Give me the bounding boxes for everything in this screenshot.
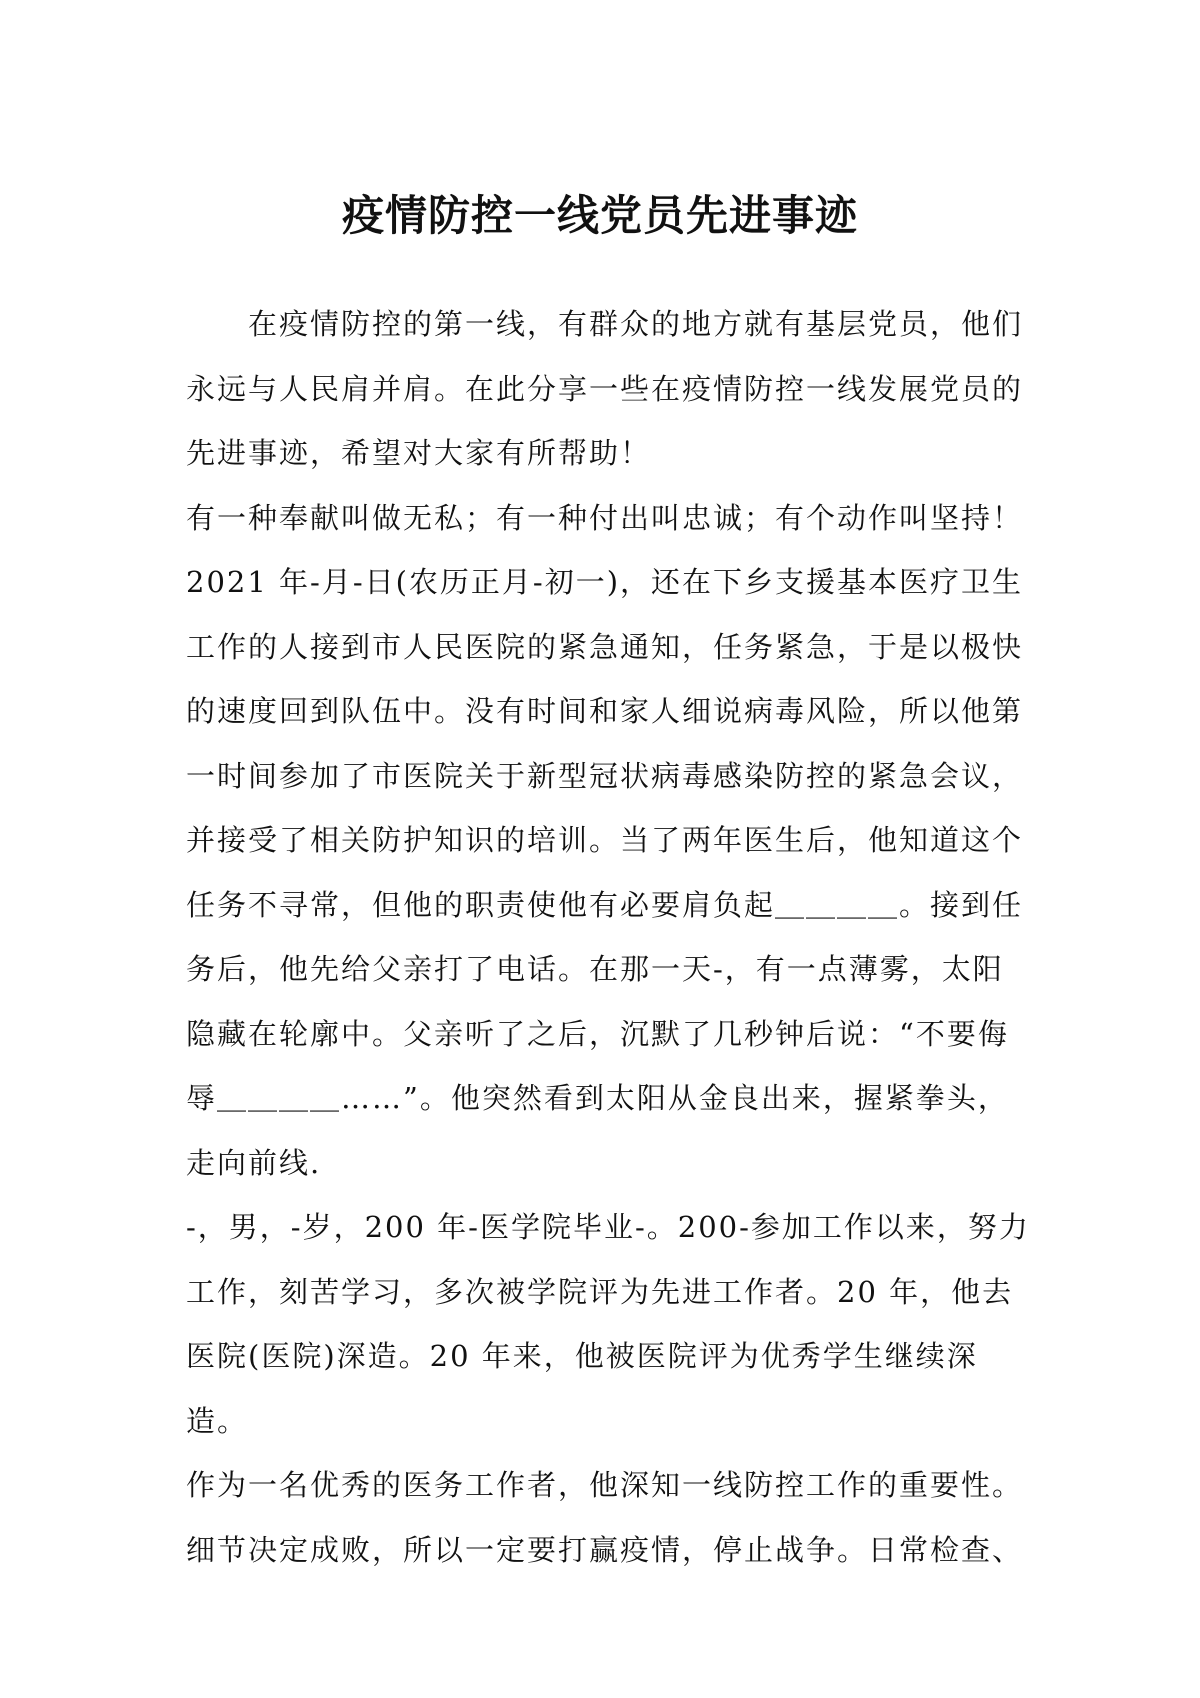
story-paragraph: 2021 年-月-日(农历正月-初一)，还在下乡支援基本医疗卫生工作的人接到市人民医院的紧急通知，任务紧急，于是以极快的速度回到队伍中。没有时间和家人细说病毒风险，所以他第一时间参加了市医院关于新型冠状病毒感染防控的紧急会议，并接受了相关防护知识的培训。当了两年医生后，他知道这个任务不寻常，但他的职责使他有必要肩负起＿＿＿＿。接到任务后，他先给父亲打了电话。在那一天-，有一点薄雾，太阳隐藏在轮廓中。父亲听了之后，沉默了几秒钟后说：“不要侮辱＿＿＿＿……”。他突然看到太阳从金良出来，握紧拳头，走向前线. xyxy=(186,565,1024,1180)
profile-paragraph: -，男，-岁，200 年-医学院毕业-。200-参加工作以来，努力工作，刻苦学习，多次被学院评为先进工作者。20 年，他去医院(医院)深造。20 年来，他被医院评为优秀学生继续深造。 xyxy=(186,1210,1030,1438)
motto-paragraph: 有一种奉献叫做无私；有一种付出叫忠诚；有个动作叫坚持！ xyxy=(186,500,1024,535)
document-body xyxy=(186,292,1034,1582)
document-title: 疫情防控一线党员先进事迹 xyxy=(341,191,858,240)
work-paragraph: 作为一名优秀的医务工作者，他深知一线防控工作的重要性。细节决定成败，所以一定要打赢疫情，停止战争。日常检查、 xyxy=(186,1468,1024,1567)
intro-paragraph: 在疫情防控的第一线，有群众的地方就有基层党员，他们永远与人民肩并肩。在此分享一些在疫情防控一线发展党员的先进事迹，希望对大家有所帮助！ xyxy=(186,307,1024,470)
